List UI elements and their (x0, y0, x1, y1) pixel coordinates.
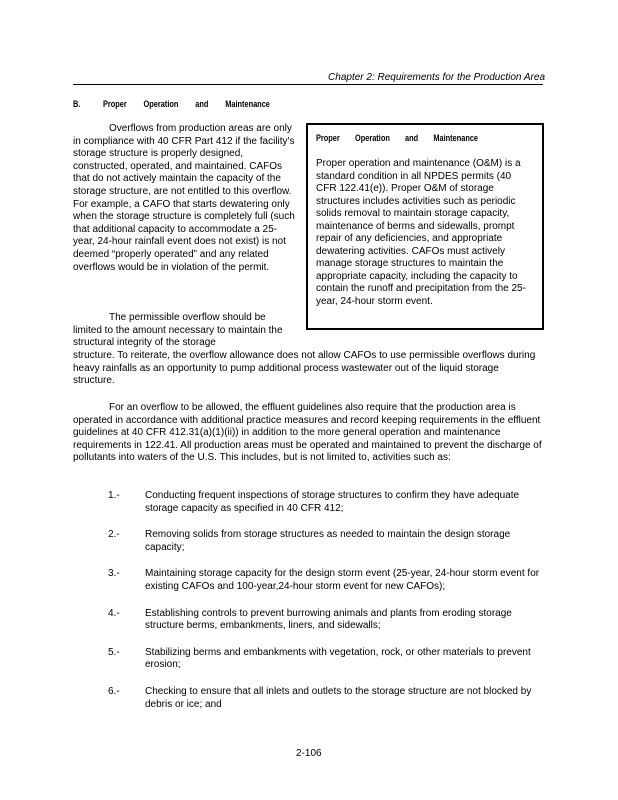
list-item (108, 686, 540, 711)
list-item (108, 490, 540, 515)
list-item-text: Establishing controls to prevent burrowing animals and plants from eroding storage structure berms, embankments, liners, and sidewalls; (145, 607, 512, 632)
page-number: 2-106 (296, 748, 322, 759)
list-item-text: Removing solids from storage structures as needed to maintain the design storage capacity; (145, 529, 511, 553)
section-letter: B. (73, 99, 81, 109)
paragraph-text: Overflows from production areas are only in compliance with 40 CFR Part 412 if the facility's storage structure is properly designed, constructed, operated, and maintained. CAFOs that do not actively maintain the capacity of the storage structure, are not entitled to this overflow. For example, a CAFO that starts dewatering only when the storage structure is completely full (such that additional capacity to accommodate a 25-year, 24-hour rainfall event does not exist) is not deemed “properly operated” and any related overflows would be in violation of the permit. (73, 123, 295, 273)
section-heading (73, 99, 270, 109)
sidebar-title-word: and (405, 133, 419, 143)
sidebar-title-word: Maintenance (433, 133, 479, 143)
sidebar-title (316, 133, 495, 143)
list-item-text: Checking to ensure that all inlets and outlets to the storage structure are not blocked by debris or ice; and (145, 685, 532, 710)
paragraph-permissible-b: structure. To reiterate, the overflow allowance does not allow CAFOs to use permissible overflows during heavy rainfalls as an opportunity to pump additional process wastewater out of the liquid storage structure. (73, 350, 536, 387)
list-item-text: Conducting frequent inspections of storage structures to confirm they have adequate storage capacity as specified in 40 CFR 412; (145, 490, 520, 514)
list-item-number: 2.- (108, 529, 120, 541)
list-item (108, 568, 540, 593)
paragraph-text: For an overflow to be allowed, the effluent guidelines also require that the production area is operated in accordance with additional practice measures and record keeping requirements in the effluent guidelines at 40 CFR 412.31(a)(1)(ii)) in addition to the more general operation and maintenance requirements in 122.41. All production areas must be operated and maintained to prevent the discharge of pollutants into waters of the U.S. This includes, but is not limited to, activities such as: (73, 402, 542, 464)
list-item-number: 6.- (108, 685, 120, 697)
paragraph-text: The permissible overflow should be limited to the amount necessary to maintain the structural integrity of the storage (73, 312, 283, 349)
list-item-number: 1.- (108, 490, 120, 501)
list-item-number: 3.- (108, 568, 120, 580)
paragraph-permissible-a (73, 312, 295, 350)
paragraph-overflows (73, 123, 295, 274)
sidebar-title-word: Proper (316, 133, 340, 143)
paragraph-overflow-allowed (73, 402, 543, 465)
section-title-word: Maintenance (225, 99, 270, 109)
section-title-word: Proper (102, 99, 127, 109)
list-item (108, 529, 540, 554)
activities-list (108, 490, 540, 725)
chapter-header: Chapter 2: Requirements for the Production Area (328, 72, 545, 83)
sidebar-text: Proper operation and maintenance (O&M) is a standard condition in all NPDES permits (40 CFR 122.41(e)). Proper O&M of storage structures includes activities such as periodic solids removal to maintain storage capacity, maintenance of berms and sidewalls, prompt repair of any deficiencies, and appropriate dewatering activities. CAFOs must actively manage storage structures to maintain the appropriate capacity, including the capacity to contain the runoff and precipitation from the 25-year, 24-hour storm event. (316, 158, 526, 307)
list-item-text: Stabilizing berms and embankments with vegetation, rock, or other materials to prevent erosion; (145, 646, 531, 671)
sidebar-title-word: Operation (354, 133, 390, 143)
list-item (108, 647, 540, 672)
sidebar-box (306, 123, 544, 330)
header-rule (73, 84, 543, 85)
list-item-number: 5.- (108, 646, 120, 658)
list-item-number: 4.- (108, 607, 120, 619)
section-title-word: Operation (143, 99, 179, 109)
list-item (108, 608, 540, 633)
list-item-text: Maintaining storage capacity for the design storm event (25-year, 24-hour storm event for existing CAFOs and 100-year,24-hour storm event for new CAFOs); (145, 568, 540, 592)
section-title-word: and (195, 99, 209, 109)
